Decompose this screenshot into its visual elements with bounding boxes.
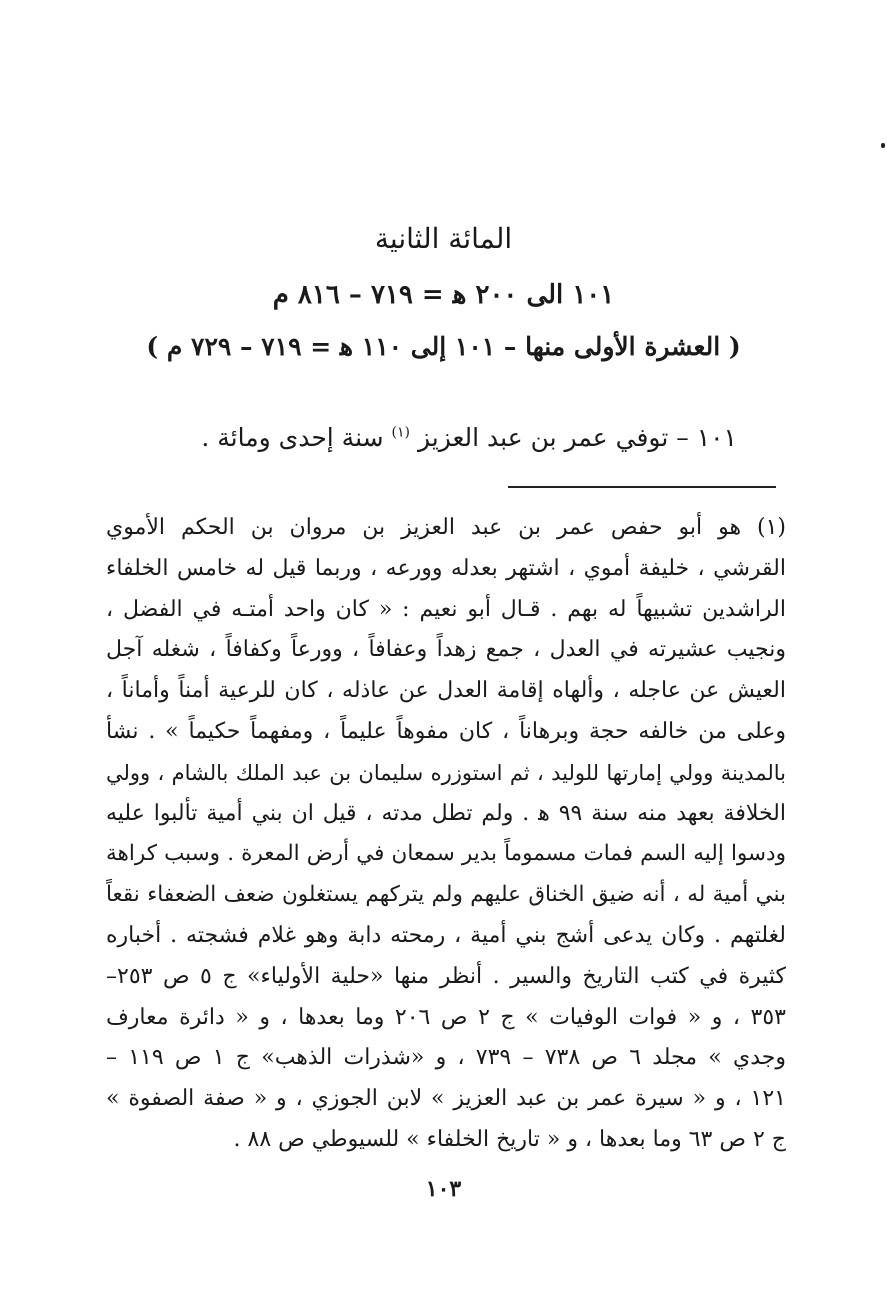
footnote-reference: (١)	[391, 424, 410, 441]
entry-101	[177, 423, 737, 452]
decade-heading: ( العشرة الأولى منها – ١٠١ إلى ١١٠ ﻫ = ٧١٩ – ٧٢٩ م )	[146, 332, 741, 361]
year-range-heading: ١٠١ الى ٢٠٠ ﻫ = ٧١٩ – ٨١٦ م	[272, 280, 615, 310]
footnote-separator	[508, 486, 776, 488]
entry-text: – توفي عمر بن عبد العزيز	[417, 423, 689, 452]
footnote-line: الخلافة بعهد منه سنة ٩٩ ﻫ . ولم تطل مدته ، قيل ان بني أمية تألبوا عليه	[106, 800, 786, 826]
page-number: ١٠٣	[425, 1176, 462, 1202]
footnote-line: الراشدين تشبيهاً له بهم . قـال أبو نعيم : « كان واحد أمتـه في الفضل ،	[106, 596, 786, 622]
entry-text-end: سنة إحدى ومائة .	[201, 423, 384, 452]
footnote-line: ١٢١ ، و « سيرة عمر بن عبد العزيز » لابن الجوزي ، و « صفة الصفوة »	[106, 1086, 786, 1112]
footnote-line: ونجيب عشيرته في العدل ، جمع زهداً وعفافاً ، وورعاً وكفافاً ، شغله آجل	[106, 637, 786, 663]
entry-number: ١٠١	[696, 423, 737, 452]
footnote-line: وجدي » مجلد ٦ ص ٧٣٨ – ٧٣٩ ، و «شذرات الذهب» ج ١ ص ١١٩ –	[106, 1045, 786, 1071]
footnote-line: لغلتهم . وكان يدعى أشج بني أمية ، رمحته دابة وهو غلام فشجته . أخباره	[106, 922, 786, 948]
footnote-line: العيش عن عاجله ، وألهاه إقامة العدل عن عاذله ، كان للرعية أمناً وأماناً ،	[106, 678, 786, 704]
footnote-line: كثيرة في كتب التاريخ والسير . أنظر منها «حلية الأولياء» ج ٥ ص ٢٥٣–	[106, 963, 786, 989]
footnote-line: بالمدينة وولي إمارتها للوليد ، ثم استوزره سليمان بن عبد الملك بالشام ، وولي	[106, 760, 786, 785]
century-heading: المائة الثانية	[374, 222, 513, 255]
footnote-line: (١) هو أبو حفص عمر بن عبد العزيز بن مروان بن الحكم الأموي	[106, 515, 786, 540]
footnote-line: بني أمية له ، أنه ضيق الخناق عليهم ولم يتركهم يستغلون ضعف الضعفاء نقعاً	[106, 882, 786, 908]
footnote-line: ج ٢ ص ٦٣ وما بعدها ، و « تاريخ الخلفاء » للسيوطي ص ٨٨ .	[233, 1126, 786, 1152]
footnote-line: وعلى من خالفه حجة وبرهاناً ، كان مفوهاً عليماً ، ومفهماً حكيماً » . نشأ	[106, 718, 786, 744]
footnote	[106, 508, 786, 1161]
footnote-line: ودسوا إليه السم فمات مسموماً بدير سمعان في أرض المعرة . وسبب كراهة	[106, 841, 786, 867]
page-edge-mark	[881, 143, 885, 148]
footnote-line: القرشي ، خليفة أموي ، اشتهر بعدله وورعه ، وربما قيل له خامس الخلفاء	[106, 555, 786, 581]
footnote-line: ٣٥٣ ، و « فوات الوفيات » ج ٢ ص ٢٠٦ وما بعدها ، و « دائرة معارف	[106, 1004, 786, 1030]
